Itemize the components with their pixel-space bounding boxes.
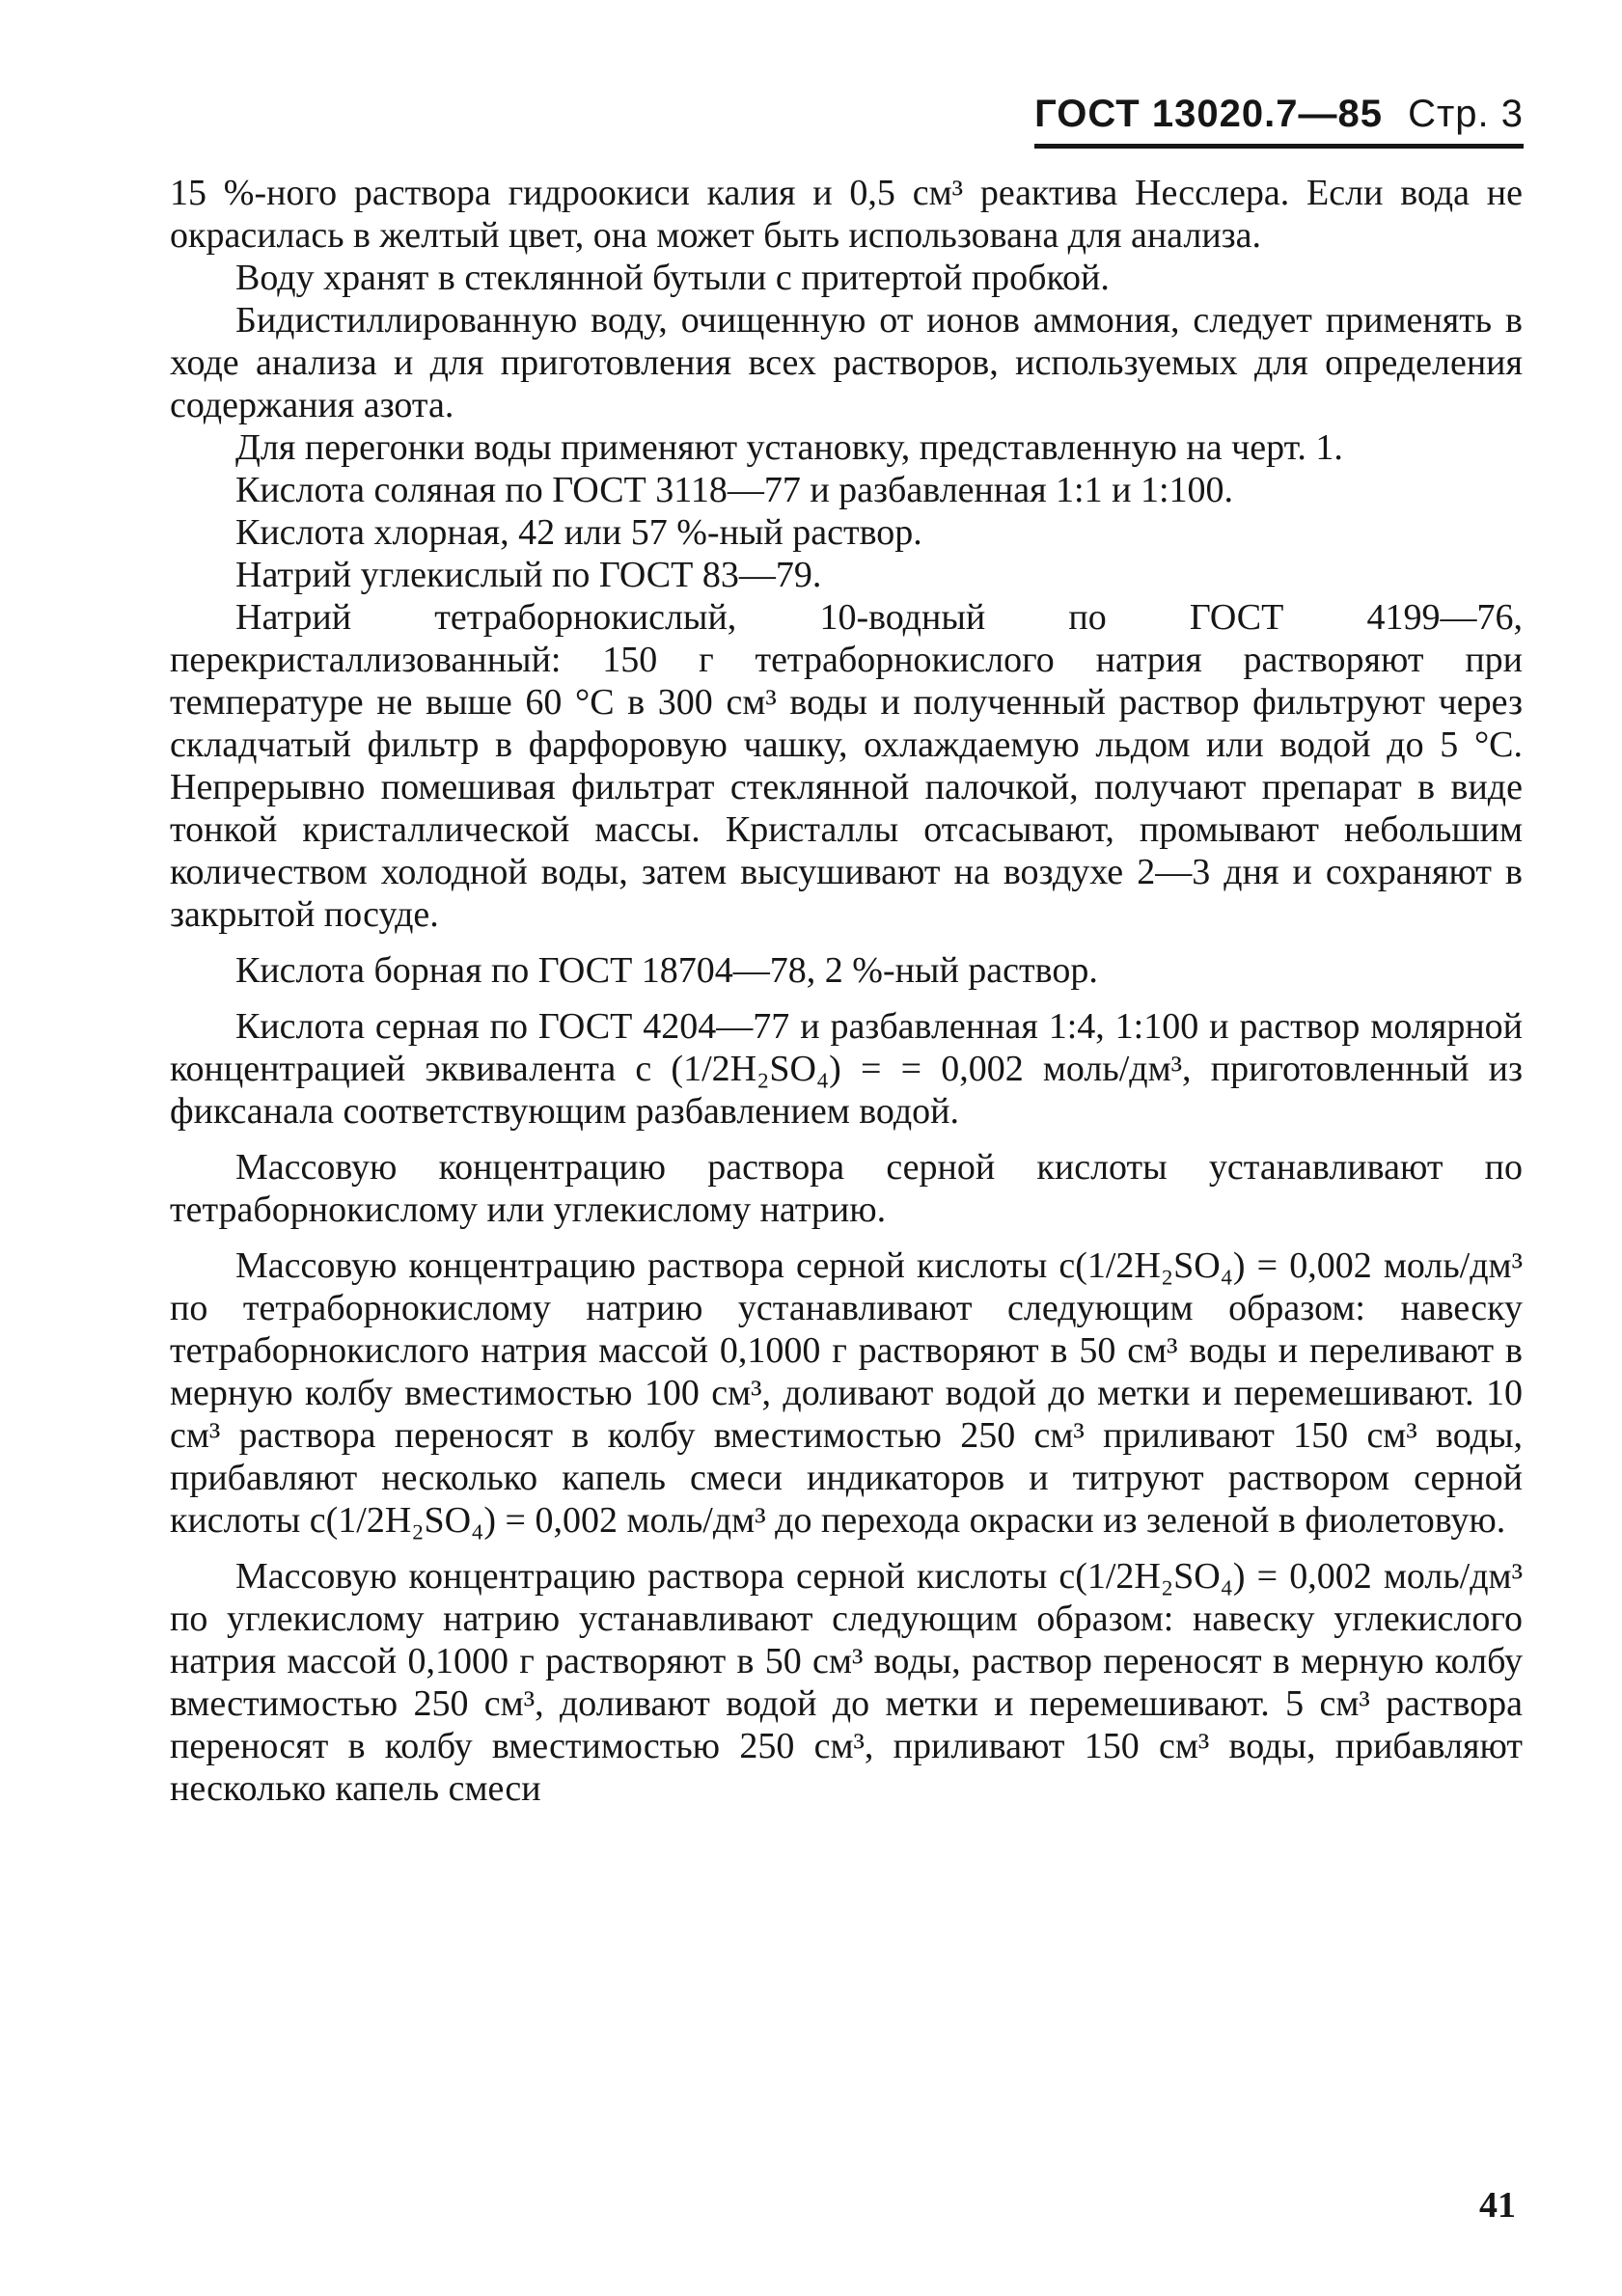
page-number: 41	[1479, 2185, 1516, 2226]
paragraph-carbonate-method: Массовую концентрацию раствора серной кислоты c(1/2H₂SO₄) = 0,002 моль/дм³ по углекислому натрию устанавливают следующим образом: навеску углекислого натрия массой 0,1000 г растворяют в 50 см³ воды, раствор переносят в мерную колбу вместимостью 250 см³, доливают водой до метки и перемешивают. 5 см³ раствора переносят в колбу вместимостью 250 см³, приливают 150 см³ воды, прибавляют несколько капель смеси	[170, 1556, 1523, 1809]
paragraph-sodium-tetraborate: Натрий тетраборнокислый, 10-водный по ГОСТ 4199—76, перекристаллизованный: 150 г тетраборнокислого натрия растворяют при температуре не выше 60 °С в 300 см³ воды и полученный раствор фильтруют через складчатый фильтр в фарфоровую чашку, охлаждаемую льдом или водой до 5 °С. Непрерывно помешивая фильтрат стеклянной палочкой, получают препарат в виде тонкой кристаллической массы. Кристаллы отсасывают, промывают небольшим количеством холодной воды, затем высушивают на воздухе 2—3 дня и сохраняют в закрытой посуде.	[170, 597, 1523, 935]
paragraph-boric-acid: Кислота борная по ГОСТ 18704—78, 2 %-ный раствор.	[235, 950, 1098, 991]
paragraph-distillation-setup: Для перегонки воды применяют установку, представленную на черт. 1.	[235, 427, 1343, 468]
paragraph-hydrochloric-acid: Кислота соляная по ГОСТ 3118—77 и разбавленная 1:1 и 1:100.	[235, 470, 1233, 510]
header-page-label: Стр. 3	[1408, 93, 1524, 135]
page-body	[170, 172, 1523, 1810]
paragraph-tetraborate-method: Массовую концентрацию раствора серной кислоты c(1/2H₂SO₄) = 0,002 моль/дм³ по тетраборнокислому натрию устанавливают следующим образом: навеску тетраборнокислого натрия массой 0,1000 г растворяют в 50 см³ воды и переливают в мерную колбу вместимостью 100 см³, доливают водой до метки и перемешивают. 10 см³ раствора переносят в колбу вместимостью 250 см³ приливают 150 см³ воды, прибавляют несколько капель смеси индикаторов и титруют раствором серной кислоты c(1/2H₂SO₄) = 0,002 моль/дм³ до перехода окраски из зеленой в фиолетовую.	[170, 1245, 1523, 1541]
paragraph-concentration-intro: Массовую концентрацию раствора серной кислоты устанавливают по тетраборнокислому или углекислому натрию.	[170, 1147, 1523, 1230]
paragraph-potassium-hydroxide-test: 15 %-ного раствора гидроокиси калия и 0,5 см³ реактива Несслера. Если вода не окрасилась в желтый цвет, она может быть использована для анализа.	[170, 173, 1523, 256]
paragraph-perchloric-acid: Кислота хлорная, 42 или 57 %-ный раствор.	[235, 512, 922, 553]
paragraph-bidistilled-water: Бидистиллированную воду, очищенную от ионов аммония, следует применять в ходе анализа и для приготовления всех растворов, используемых для определения содержания азота.	[170, 300, 1523, 425]
standard-designation: ГОСТ 13020.7—85	[1034, 93, 1383, 135]
running-header	[1034, 93, 1524, 149]
paragraph-sodium-carbonate: Натрий углекислый по ГОСТ 83—79.	[235, 555, 822, 595]
paragraph-sulfuric-acid: Кислота серная по ГОСТ 4204—77 и разбавленная 1:4, 1:100 и раствор молярной концентрацией эквивалента c (1/2H₂SO₄) = = 0,002 моль/дм³, приготовленный из фиксанала соответствующим разбавлением водой.	[170, 1006, 1523, 1132]
paragraph-water-storage: Воду хранят в стеклянной бутыли с притертой пробкой.	[235, 258, 1110, 298]
